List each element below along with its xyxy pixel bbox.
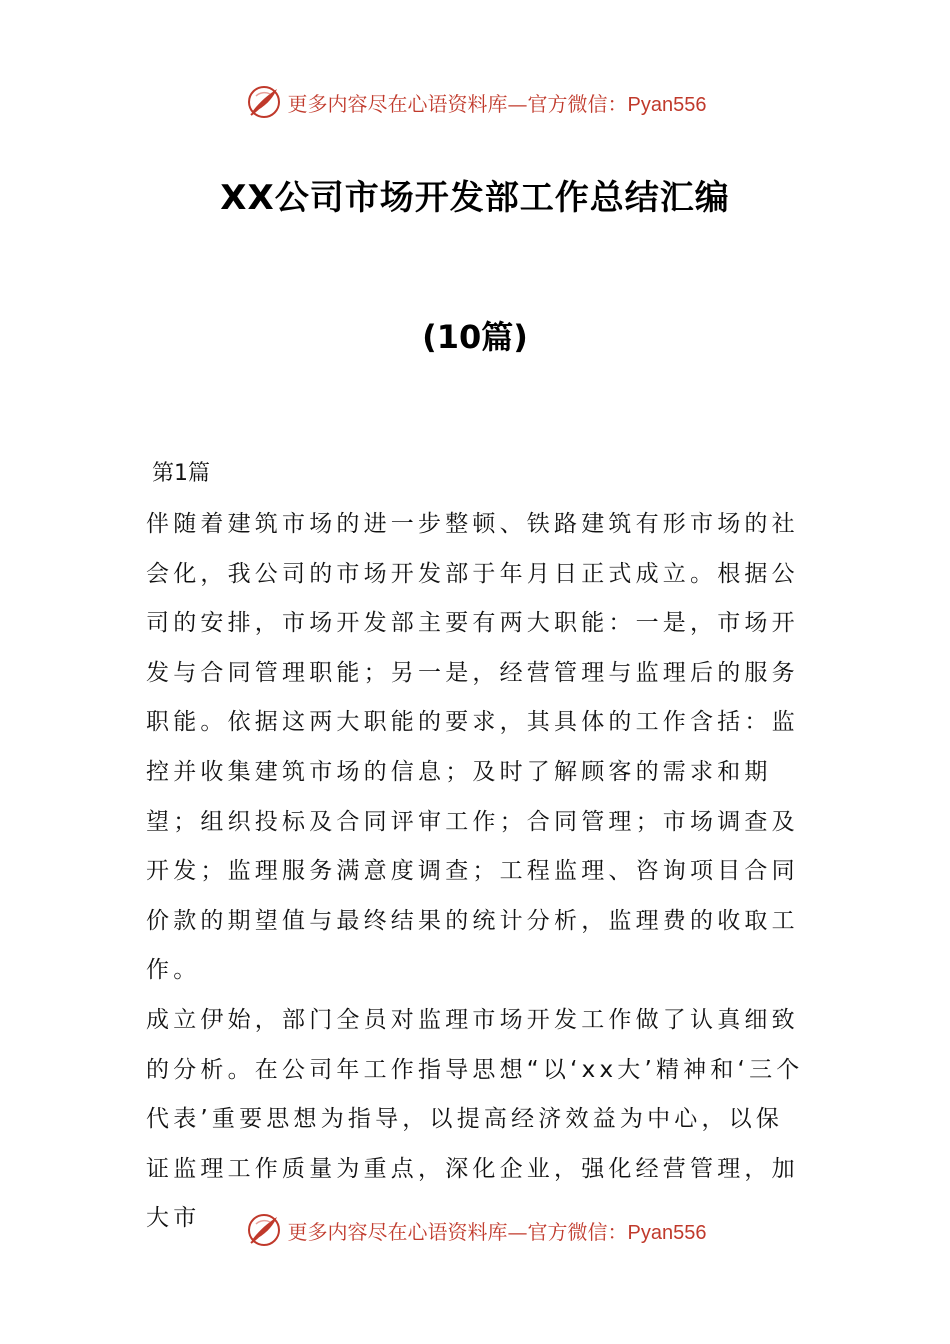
paragraph: 伴随着建筑市场的进一步整顿、铁路建筑有形市场的社会化，我公司的市场开发部于年月日正式成立。根据公司的安排，市场开发部主要有两大职能：一是，市场开发与合同管理职能；另一是，经营管理与监理后的服务职能。依据这两大职能的要求，其具体的工作含括：监控并收集建筑市场的信息；及时了解顾客的需求和期望；组织投标及合同评审工作；合同管理；市场调查及开发；监理服务满意度调查；工程监理、咨询项目合同价款的期望值与最终结果的统计分析，监理费的收取工作。 [146, 511, 799, 984]
paragraph: 成立伊始，部门全员对监理市场开发工作做了认真细致的分析。在公司年工作指导思想“以‘xx大’精神和‘三个代表’重要思想为指导，以提高经济效益为中心，以保证监理工作质量为重点，深化企业，强化经营管理，加大市 [146, 1006, 804, 1232]
document-subtitle: (10篇) [422, 318, 528, 356]
footer-wechat-handle: Pyan556 [627, 1221, 707, 1244]
header-banner [0, 80, 950, 124]
header-banner-text: 更多内容尽在心语资料库—官方微信：Pyan556 [287, 91, 707, 116]
body-text [146, 500, 806, 1244]
document-title: XX公司市场开发部工作总结汇编 [220, 178, 730, 218]
quill-pen-logo-icon [244, 1210, 284, 1250]
quill-pen-logo-icon [244, 82, 284, 122]
header-wechat-handle: Pyan556 [627, 93, 707, 116]
section-label: 第1篇 [152, 461, 210, 486]
footer-banner-text: 更多内容尽在心语资料库—官方微信：Pyan556 [287, 1219, 707, 1244]
footer-banner [0, 1208, 950, 1252]
